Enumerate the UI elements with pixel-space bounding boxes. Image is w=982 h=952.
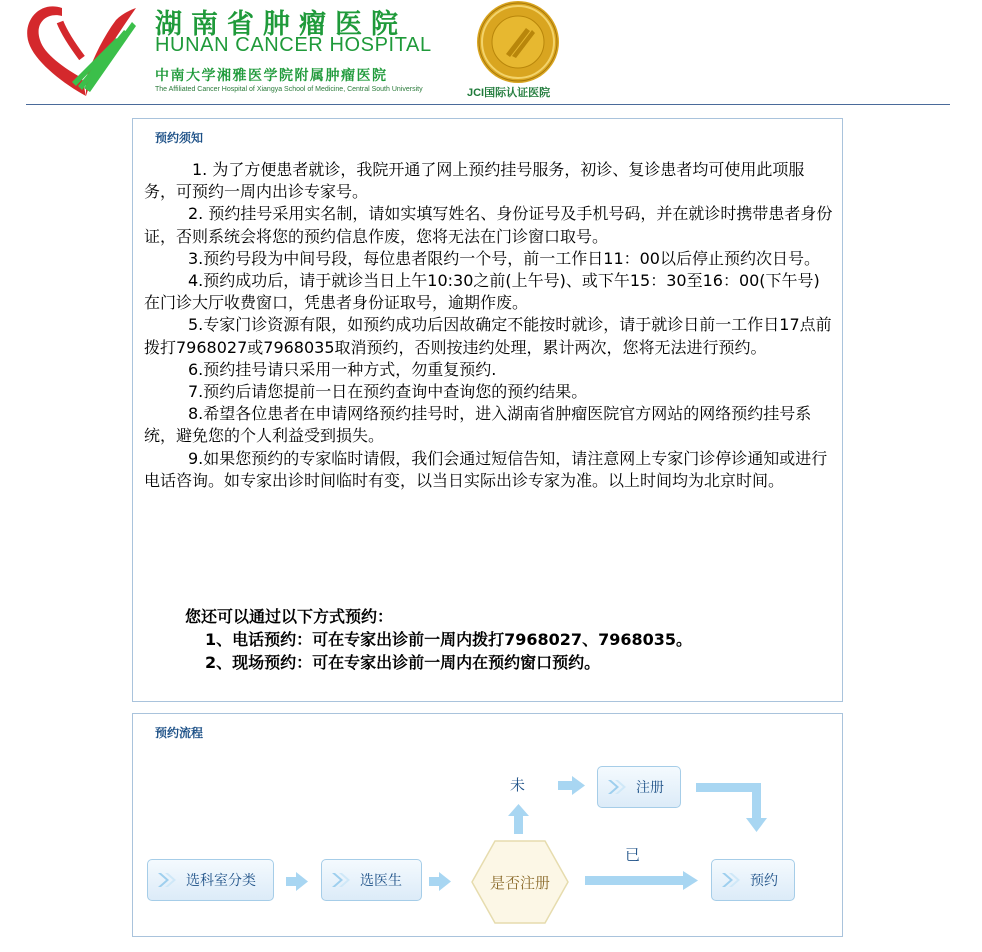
double-chevron-icon (156, 869, 178, 891)
site-header (0, 0, 982, 104)
notice-item: 7.预约后请您提前一日在预约查询中查询您的预约结果。 (188, 382, 588, 402)
affiliation-cn: 中南大学湘雅医学院附属肿瘤医院 (155, 68, 388, 84)
branch-no-label: 未 (510, 776, 526, 794)
double-chevron-icon (330, 869, 352, 891)
notice-item: 5.专家门诊资源有限，如预约成功后因故确定不能按时就诊，请于就诊日前一工作日17点前拨打7968027或7968035取消预约，否则按违约处理，累计两次，您将无法进行预约。 (144, 315, 832, 357)
notice-item: 6.预约挂号请只采用一种方式，勿重复预约. (188, 359, 497, 379)
jci-seal-icon (474, 0, 562, 84)
arrow-elbow-icon (696, 783, 767, 832)
step-register (597, 766, 681, 808)
step-label: 选医生 (360, 873, 402, 889)
arrow-right-icon (286, 872, 308, 891)
phone-booking-text: 1、电话预约：可在专家出诊前一周内拨打7968027、7968035。 (205, 630, 692, 649)
arrow-right-icon (558, 776, 585, 795)
notice-panel (132, 118, 843, 702)
branch-yes-label: 已 (625, 846, 641, 864)
step-label: 预约 (750, 873, 778, 889)
notice-item: 9.如果您预约的专家临时请假，我们会通过短信告知，请注意网上专家门诊停诊通知或进行电话咨询。如专家出诊时间临时有变，以当日实际出诊专家为准。以上时间均为北京时间。 (144, 448, 828, 490)
step-registered-check (471, 839, 569, 925)
affiliation-en: The Affiliated Cancer Hospital of Xiangya School of Medicine, Central South University (155, 86, 423, 93)
arrow-right-icon (585, 871, 698, 890)
notice-item: 1. 为了方便患者就诊，我院开通了网上预约挂号服务，初诊、复诊患者均可使用此项服务，可预约一周内出诊专家号。 (144, 160, 805, 202)
hospital-heart-logo-icon (24, 2, 142, 98)
jci-caption: JCI国际认证医院 (467, 87, 551, 99)
double-chevron-icon (606, 776, 628, 798)
notice-item: 2. 预约挂号采用实名制，请如实填写姓名、身份证号及手机号码，并在就诊时携带患者身份证，否则系统会将您的预约信息作废，您将无法在门诊窗口取号。 (144, 204, 833, 246)
process-title: 预约流程 (155, 726, 204, 740)
step-label: 注册 (636, 780, 664, 796)
hospital-name-en: HUNAN CANCER HOSPITAL (155, 34, 432, 56)
header-divider (26, 104, 950, 105)
other-ways-section (185, 605, 692, 674)
step-label: 选科室分类 (186, 873, 256, 889)
double-chevron-icon (720, 869, 742, 891)
notice-item: 4.预约成功后，请于就诊当日上午10:30之前(上午号)、或下午15：30至16：00(下午号)在门诊大厅收费窗口，凭患者身份证取号，逾期作废。 (144, 271, 820, 313)
notice-title: 预约须知 (155, 131, 204, 145)
onsite-booking-text: 2、现场预约：可在专家出诊前一周内在预约窗口预约。 (205, 653, 601, 672)
arrow-right-icon (429, 872, 451, 891)
process-panel (132, 713, 843, 937)
notice-body (144, 159, 834, 492)
notice-item: 8.希望各位患者在申请网络预约挂号时，进入湖南省肿瘤医院官方网站的网络预约挂号系统，避免您的个人利益受到损失。 (144, 404, 812, 446)
step-book (711, 859, 795, 901)
other-ways-title: 您还可以通过以下方式预约： (185, 607, 394, 626)
hospital-name-cn: 湖南省肿瘤医院 (155, 9, 407, 40)
arrow-up-icon (508, 804, 529, 834)
step-select-department (147, 859, 274, 901)
notice-item: 3.预约号段为中间号段，每位患者限约一个号，前一工作日11：00以后停止预约次日号。 (188, 248, 820, 268)
decision-label: 是否注册 (489, 873, 550, 892)
step-select-doctor (321, 859, 422, 901)
